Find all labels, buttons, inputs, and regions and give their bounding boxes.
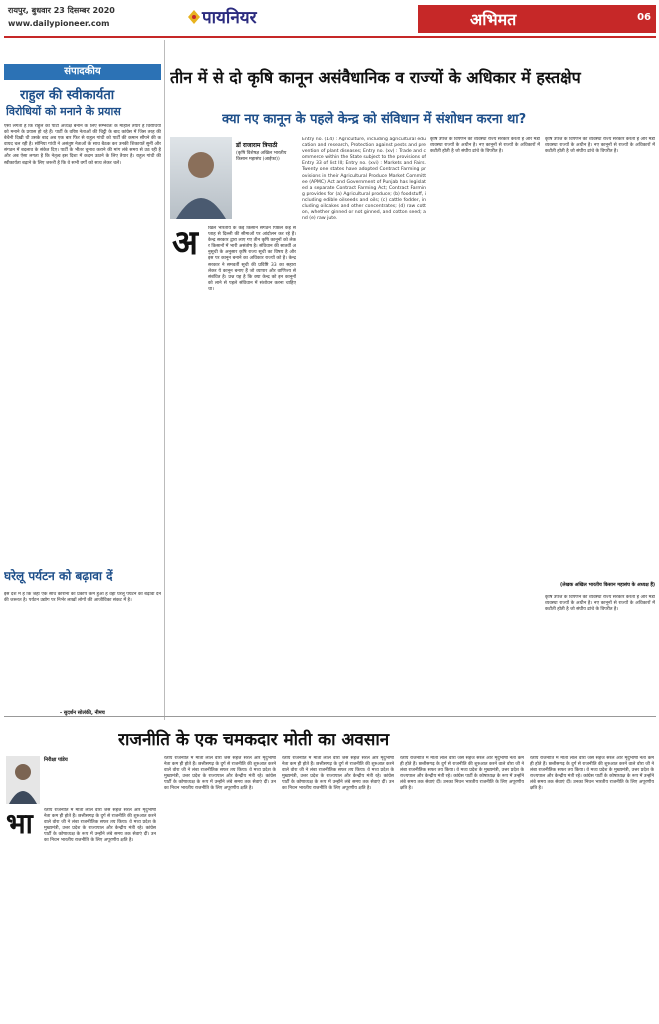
editorial-body: ऐसा लगता है कि राहुल को पार्टी अध्यक्ष बनाने के लिए सम्भवतः के माहौल तैयार है विरोधियों को मनाने के प्रयास हो रहे हैं। पार्टी के वरिष्ठ नेताओं की चिट्ठी के बाद कांग्रेस में जिस तरह की बेचैनी दिखी थी उसके बाद अब एक बार फिर से राहुल गांधी को पार्टी की कमान सौंपने की कवायद चल रही है। सोनिया गांधी ने असंतुष्ट नेताओं के साथ बैठक कर उनकी शिकायतें सुनीं और संगठन में बदलाव के संकेत दिए। पार्टी के भीतर चुनाव कराने की मांग लंबे समय से उठ रही है और अब ऐसा लगता है कि नेतृत्व इस दिशा में कदम उठाने के लिए तैयार है। राहुल गांधी की स्वीकार्यता बढ़ाने के लिए जरूरी है कि वे सभी वर्गों को साथ लेकर चलें। (4, 124, 161, 166)
main-dropcap: अ (172, 223, 198, 263)
main-title: तीन में से दो कृषि कानून असंवैधानिक व राज्यों के अधिकार में हस्तक्षेप (170, 68, 581, 87)
bottom-body-col1: रतीय राजनीति में मोती लाल वोरा जैसे सहज सरल और मृदुभाषी नेता कम ही होते हैं। छत्तीसगढ़ के दुर्ग से राजनीति की शुरुआत करने वाले वोरा जी ने लंबा राजनीतिक सफर तय किया। वे मध्य प्रदेश के मुख्यमंत्री, उत्तर प्रदेश के राज्यपाल और केन्द्रीय मंत्री रहे। कांग्रेस पार्टी के कोषाध्यक्ष के रूप में उन्होंने लंबे समय तक सेवाएं दीं। उनका निधन भारतीय राजनीति के लिए अपूरणीय क्षति है। (44, 808, 156, 844)
tourism-title: घरेलू पर्यटन को बढ़ावा दें (4, 569, 113, 583)
main-body-english: Entry no. (14) : Agriculture, including agricultural education and research, Protection against pests and prevention of plant diseases; Entry no. (xv) : Trade and commerce within the State subject to the provisions of Entry 33 of list III; Entry no. (xvi) : Markets and Fairs. Twenty one states have adopted Contract Farming provisions in their Agricultural Produce Market Committee (APMC) Act and Government of Punjab has legislated a separate Contract Farming Act; Contract Farming provides for (a) Agricultural produce; (b) foodstuff, including edible oilseeds and oils; (c) cattle fodder, including oilcakes and other concentrates; (d) raw cotton, whether ginned or not ginned, and cotton seed; and (e) raw jute. (302, 137, 426, 222)
logo: पायनियर (202, 8, 257, 28)
date-line: रायपुर, बुधवार 23 दिसम्बर 2020 (8, 6, 115, 15)
section-banner (418, 5, 656, 33)
website: www.dailypioneer.com (8, 19, 110, 28)
masthead-rule (4, 36, 656, 38)
tourism-byline: - सुदर्शन सोलंकी, नीमच (60, 710, 105, 716)
editorial-title: राहुल की स्वीकार्यता (20, 88, 115, 103)
bottom-body-col2: रतीय राजनीति में मोती लाल वोरा जैसे सहज सरल और मृदुभाषी नेता कम ही होते हैं। छत्तीसगढ़ के दुर्ग से राजनीति की शुरुआत करने वाले वोरा जी ने लंबा राजनीतिक सफर तय किया। वे मध्य प्रदेश के मुख्यमंत्री, उत्तर प्रदेश के राज्यपाल और केन्द्रीय मंत्री रहे। कांग्रेस पार्टी के कोषाध्यक्ष के रूप में उन्होंने लंबे समय तक सेवाएं दीं। उनका निधन भारतीय राजनीति के लिए अपूरणीय क्षति है। (164, 756, 276, 792)
section-rule (4, 716, 656, 717)
bottom-author-photo (6, 756, 40, 804)
editorial-label-bar (4, 64, 161, 80)
editorial-title-2: विरोधियों को मनाने के प्रयास (6, 105, 121, 118)
masthead (0, 0, 659, 38)
main-byline: (लेखक अखिल भारतीय किसान महासंघ के अध्यक्ष हैं) (560, 583, 656, 588)
author-note: (कृषि विशेषज्ञ अखिल भारतीय किसान महासंघ (आईफा)) (236, 151, 287, 162)
main-body-col7b: कृषि उपज के विपणन की व्यवस्था राज्य सरकारें करती हैं और मंडी व्यवस्था राज्यों के अधीन है। नए कानूनों से राज्यों के अधिकारों में कटौती होती है जो संघीय ढांचे के विपरीत है। (545, 595, 655, 613)
page-number: 06 (637, 12, 651, 23)
bottom-dropcap: भा (6, 807, 33, 840)
author-photo-icon (170, 137, 232, 219)
main-body-col6: कृषि उपज के विपणन की व्यवस्था राज्य सरकारें करती हैं और मंडी व्यवस्था राज्यों के अधीन है। नए कानूनों से राज्यों के अधिकारों में कटौती होती है जो संघीय ढांचे के विपरीत है। (430, 137, 540, 155)
bottom-author-photo-icon (6, 756, 40, 804)
bottom-body-col4: रतीय राजनीति में मोती लाल वोरा जैसे सहज सरल और मृदुभाषी नेता कम ही होते हैं। छत्तीसगढ़ के दुर्ग से राजनीति की शुरुआत करने वाले वोरा जी ने लंबा राजनीतिक सफर तय किया। वे मध्य प्रदेश के मुख्यमंत्री, उत्तर प्रदेश के राज्यपाल और केन्द्रीय मंत्री रहे। कांग्रेस पार्टी के कोषाध्यक्ष के रूप में उन्होंने लंबे समय तक सेवाएं दीं। उनका निधन भारतीय राजनीति के लिए अपूरणीय क्षति है। (400, 756, 524, 792)
author-name: डॉ राजाराम त्रिपाठी (236, 142, 278, 149)
main-body-col7: कृषि उपज के विपणन की व्यवस्था राज्य सरकारें करती हैं और मंडी व्यवस्था राज्यों के अधीन है। नए कानूनों से राज्यों के अधिकारों में कटौती होती है जो संघीय ढांचे के विपरीत है। (545, 137, 655, 155)
bottom-author-name: निरीक्षा पांडेय (44, 757, 68, 763)
tourism-body: इस देश में हैं कि जहां एक साथ कोरोना का प्रकोप कम हुआ है वहां घरेलू पर्यटन को बढ़ावा देने की जरूरत है। पर्यटन उद्योग पर निर्भर लाखों लोगों की आजीविका संकट में है। (4, 592, 161, 604)
author-photo (170, 137, 232, 219)
bottom-body-col3: रतीय राजनीति में मोती लाल वोरा जैसे सहज सरल और मृदुभाषी नेता कम ही होते हैं। छत्तीसगढ़ के दुर्ग से राजनीति की शुरुआत करने वाले वोरा जी ने लंबा राजनीतिक सफर तय किया। वे मध्य प्रदेश के मुख्यमंत्री, उत्तर प्रदेश के राज्यपाल और केन्द्रीय मंत्री रहे। कांग्रेस पार्टी के कोषाध्यक्ष के रूप में उन्होंने लंबे समय तक सेवाएं दीं। उनका निधन भारतीय राजनीति के लिए अपूरणीय क्षति है। (282, 756, 394, 792)
main-body-hindi: खिल भारतीय के कई किसान संगठन पिछले कई सप्ताह से दिल्ली की सीमाओं पर आंदोलन कर रहे हैं। केन्द्र सरकार द्वारा लाए गए तीन कृषि कानूनों को लेकर किसानों में भारी असंतोष है। संविधान की सातवीं अनुसूची के अनुसार कृषि राज्य सूची का विषय है और इस पर कानून बनाने का अधिकार राज्यों को है। केन्द्र सरकार ने समवर्ती सूची की प्रविष्टि 33 का सहारा लेकर ये कानून बनाए हैं जो व्यापार और वाणिज्य से संबंधित है। प्रश्न यह है कि क्या केन्द्र को इन कानूनों को लाने से पहले संविधान में संशोधन करना चाहिए था। (208, 226, 296, 292)
editorial-label: संपादकीय (64, 66, 101, 77)
bottom-body-col5: रतीय राजनीति में मोती लाल वोरा जैसे सहज सरल और मृदुभाषी नेता कम ही होते हैं। छत्तीसगढ़ के दुर्ग से राजनीति की शुरुआत करने वाले वोरा जी ने लंबा राजनीतिक सफर तय किया। वे मध्य प्रदेश के मुख्यमंत्री, उत्तर प्रदेश के राज्यपाल और केन्द्रीय मंत्री रहे। कांग्रेस पार्टी के कोषाध्यक्ष के रूप में उन्होंने लंबे समय तक सेवाएं दीं। उनका निधन भारतीय राजनीति के लिए अपूरणीय क्षति है। (530, 756, 654, 792)
main-subtitle: क्या नए कानून के पहले केन्द्र को संविधान में संशोधन करना था? (222, 112, 527, 127)
logo-icon (188, 9, 200, 23)
column-divider (164, 40, 165, 720)
bottom-title: राजनीति के एक चमकदार मोती का अवसान (118, 730, 390, 750)
section-label: अभिमत (470, 10, 517, 29)
